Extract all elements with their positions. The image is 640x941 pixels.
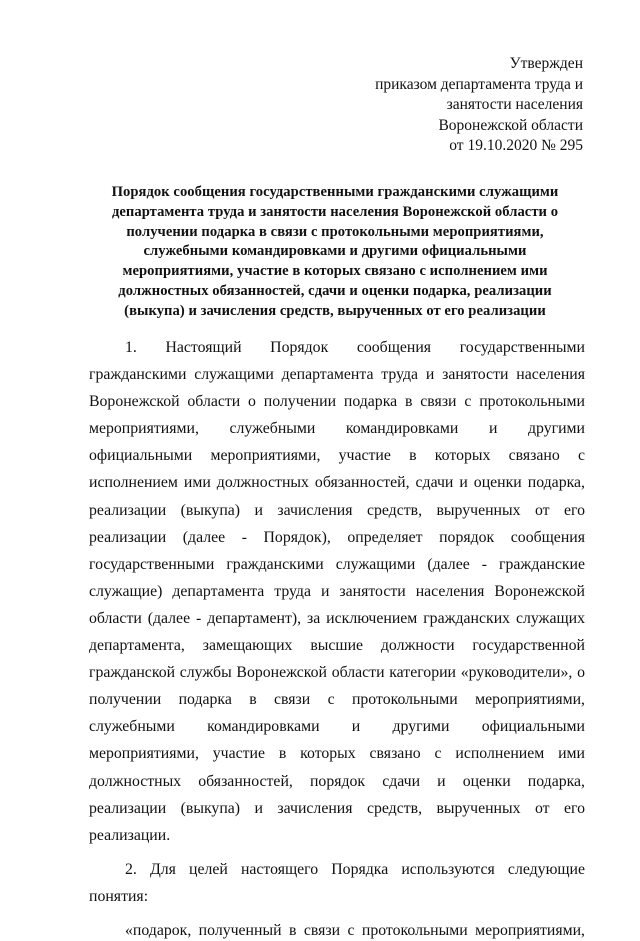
document-body	[89, 334, 585, 941]
paragraph-2: 2. Для целей настоящего Порядка используются следующие понятия:	[89, 860, 585, 905]
document-title: Порядок сообщения государственными гражданскими служащими департамента труда и занятости населения Воронежской области о получении подарка в связи с протокольными мероприятиями, служебными командировками и другими официальными мероприятиями, участие в которых связано с исполнением ими должностных обязанностей, сдачи и оценки подарка, реализации (выкупа) и зачисления средств, вырученных от его реализации	[111, 184, 559, 319]
approval-line-department: занятости населения	[446, 96, 583, 113]
approval-line-region: Воронежской области	[438, 116, 583, 134]
paragraph-3-partial: «подарок, полученный в связи с протокольными мероприятиями,	[125, 921, 585, 939]
approval-stamp	[300, 54, 583, 157]
approval-line-order: приказом департамента труда и	[375, 75, 583, 93]
approval-line-date: от 19.10.2020 № 295	[449, 137, 583, 154]
approval-line-approved: Утвержден	[509, 55, 583, 72]
paragraph-1: 1. Настоящий Порядок сообщения государственными гражданскими служащими департамента труда и занятости населения Воронежской области о получении подарка в связи с протокольными мероприятиями, служебными командировками и другими официальными мероприятиями, участие в которых связано с исполнением ими должностных обязанностей, сдачи и оценки подарка, реализации (выкупа) и зачисления средств, вырученных от его реализации (далее - Порядок), определяет порядок сообщения государственными гражданскими служащими (далее - гражданские служащие) департамента труда и занятости населения Воронежской области (далее - департамент), за исключением гражданских служащих департамента, замещающих высшие должности государственной гражданской службы Воронежской области категории «руководители», о получении подарка в связи с протокольными мероприятиями, служебными командировками и другими официальными мероприятиями, участие в которых связано с исполнением ими должностных обязанностей, порядок сдачи и оценки подарка, реализации (выкупа) и зачисления средств, вырученных от его реализации.	[89, 339, 585, 844]
